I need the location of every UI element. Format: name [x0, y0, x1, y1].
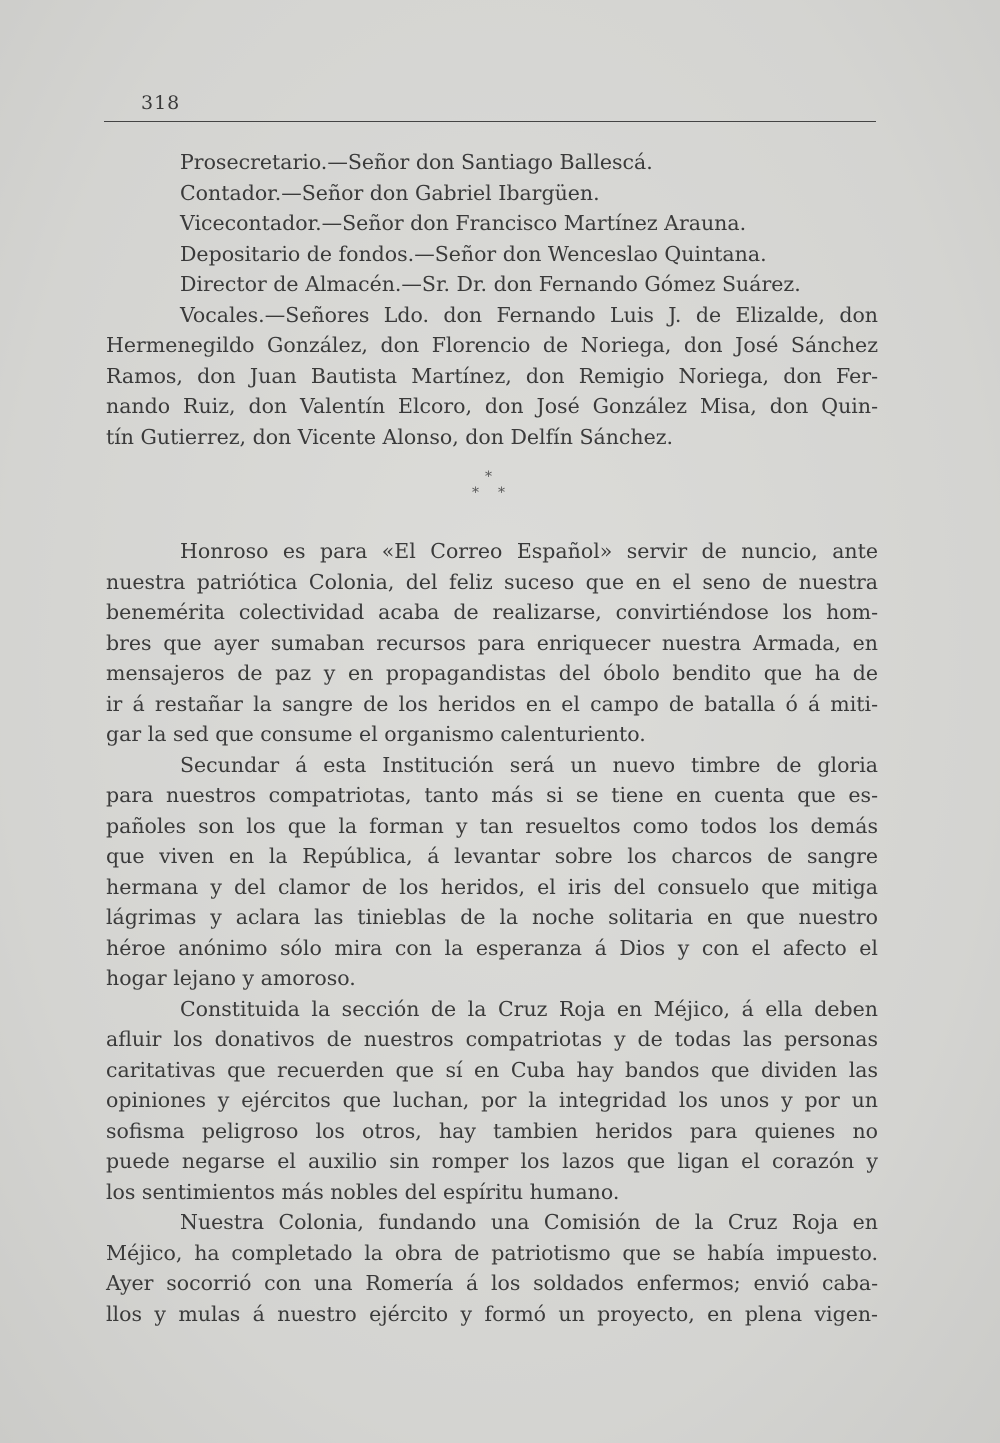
- text-line: Méjico, ha completado la obra de patriotismo que se había impuesto.: [106, 1240, 878, 1265]
- text-line: mensajeros de paz y en propagandistas del óbolo bendito que ha de: [106, 661, 878, 685]
- officers-list: [106, 147, 878, 452]
- text-line: Hermenegildo González, don Florencio de Noriega, don José Sánchez: [106, 333, 878, 357]
- text-line: Nuestra Colonia, fundando una Comisión de la Cruz Roja en: [180, 1210, 878, 1234]
- text-line: hermana y del clamor de los heridos, el iris del consuelo que mitiga: [106, 874, 878, 899]
- text-line: nando Ruiz, don Valentín Elcoro, don José González Misa, don Quin-: [106, 394, 878, 418]
- text-line: Constituida la sección de la Cruz Roja en Méjico, á ella deben: [180, 996, 878, 1021]
- text-line: puede negarse el auxilio sin romper los lazos que ligan el corazón y: [106, 1149, 878, 1173]
- asterism-star: *: [485, 469, 492, 485]
- text-line: tín Gutierrez, don Vicente Alonso, don Delfín Sánchez.: [106, 424, 674, 449]
- text-line: lágrimas y aclara las tinieblas de la noche solitaria en que nuestro: [106, 905, 878, 929]
- text-line: los sentimientos más nobles del espíritu humano.: [106, 1179, 620, 1204]
- text-line: héroe anónimo sólo mira con la esperanza á Dios y con el afecto el: [106, 935, 878, 960]
- text-line: Director de Almacén.—Sr. Dr. don Fernando Gómez Suárez.: [180, 272, 801, 296]
- text-line: caritativas que recuerden que sí en Cuba hay bandos que dividen las: [106, 1057, 878, 1082]
- text-line: llos y mulas á nuestro ejército y formó un proyecto, en plena vigen-: [106, 1301, 878, 1326]
- text-line: Vocales.—Señores Ldo. don Fernando Luis J. de Elizalde, don: [180, 302, 878, 327]
- asterism-star: *: [498, 485, 505, 501]
- text-line: opiniones y ejércitos que luchan, por la integridad los unos y por un: [106, 1088, 878, 1112]
- text-line: nuestra patriótica Colonia, del feliz suceso que en el seno de nuestra: [106, 569, 878, 594]
- text-line: Ramos, don Juan Bautista Martínez, don Remigio Noriega, don Fer-: [106, 363, 878, 388]
- asterism-separator: [470, 470, 512, 510]
- text-line: benemérita colectividad acaba de realizarse, convirtiéndose los hom-: [106, 600, 878, 624]
- text-line: que viven en la República, á levantar sobre los charcos de sangre: [106, 844, 878, 868]
- text-line: bres que ayer sumaban recursos para enriquecer nuestra Armada, en: [106, 630, 878, 655]
- asterism-star: *: [472, 485, 479, 501]
- text-line: sofisma peligroso los otros, hay tambien heridos para quienes no: [106, 1118, 878, 1143]
- text-line: Prosecretario.—Señor don Santiago Ballescá.: [180, 150, 653, 174]
- text-line: ir á restañar la sangre de los heridos en el campo de batalla ó á miti-: [106, 691, 878, 716]
- text-line: Secundar á esta Institución será un nuevo timbre de gloria: [180, 752, 878, 777]
- text-line: Honroso es para «El Correo Español» servir de nuncio, ante: [180, 539, 878, 563]
- text-line: Ayer socorrió con una Romería á los soldados enfermos; envió caba-: [106, 1271, 878, 1295]
- text-line: Vicecontador.—Señor don Francisco Martínez Arauna.: [180, 211, 747, 235]
- text-line: Depositario de fondos.—Señor don Wenceslao Quintana.: [180, 241, 767, 266]
- text-line: afluir los donativos de nuestros compatriotas y de todas las personas: [106, 1027, 878, 1051]
- text-line: Contador.—Señor don Gabriel Ibargüen.: [180, 180, 600, 205]
- text-line: hogar lejano y amoroso.: [106, 966, 356, 990]
- header-rule: [104, 121, 876, 122]
- article-body: [106, 536, 878, 1329]
- text-line: gar la sed que consume el organismo calenturiento.: [106, 722, 646, 746]
- page-number: 318: [141, 92, 181, 114]
- text-line: pañoles son los que la forman y tan resueltos como todos los demás: [106, 813, 878, 838]
- text-line: para nuestros compatriotas, tanto más si se tiene en cuenta que es-: [106, 783, 878, 807]
